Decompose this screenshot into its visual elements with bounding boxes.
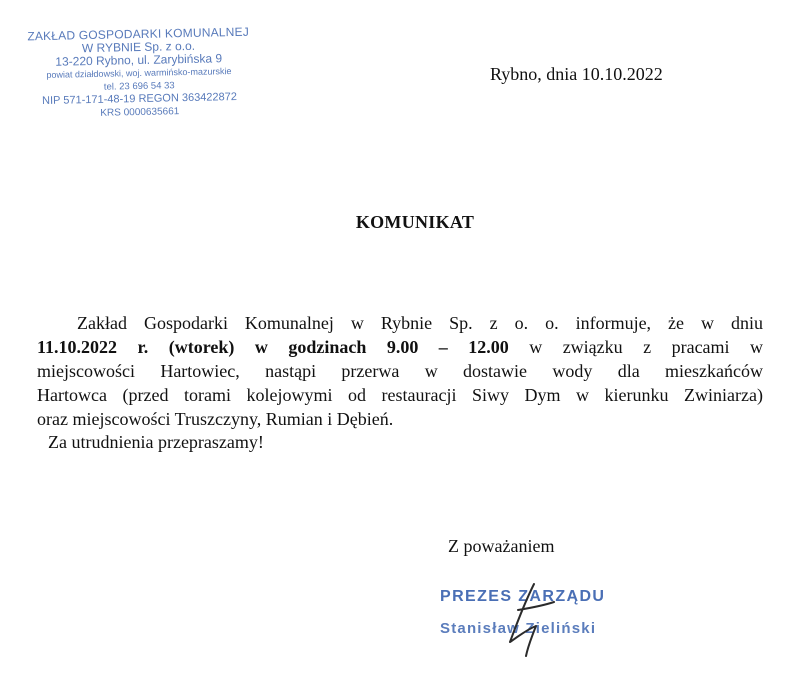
body-line-2-rest: w związku z pracami w xyxy=(508,337,764,357)
body-line-1: Zakład Gospodarki Komunalnej w Rybnie Sp. z o. o. informuje, że w dniu xyxy=(77,313,763,333)
stamp-krs: KRS 0000635661 xyxy=(100,106,180,119)
company-stamp xyxy=(7,25,271,121)
document-date: Rybno, dnia 10.10.2022 xyxy=(490,64,663,84)
announcement-body xyxy=(37,311,763,431)
handwritten-signature xyxy=(496,580,566,660)
outage-datetime: 11.10.2022 r. (wtorek) w godzinach 9.00 – 12.00 xyxy=(37,337,509,357)
stamp-person-name: Stanisław Zieliński xyxy=(440,620,597,637)
body-line-3: miejscowości Hartowiec, nastąpi przerwa w dostawie wody dla mieszkańców xyxy=(37,361,763,381)
document-title: KOMUNIKAT xyxy=(355,212,475,232)
stamp-company-name: ZAKŁAD GOSPODARKI KOMUNALNEJ xyxy=(27,24,250,44)
body-line-2 xyxy=(37,335,763,359)
stamp-tax-ids: NIP 571-171-48-19 REGON 363422872 xyxy=(41,90,238,108)
stamp-role: PREZES ZARZĄDU xyxy=(440,588,606,605)
stamp-address: 13-220 Rybno, ul. Zarybińska 9 xyxy=(55,51,223,69)
apology-text: Za utrudnienia przepraszamy! xyxy=(48,432,264,452)
stamp-company-form: W RYBNIE Sp. z o.o. xyxy=(81,38,196,56)
stamp-phone: tel. 23 696 54 33 xyxy=(103,80,175,93)
body-line-4: Hartowca (przed torami kolejowymi od restauracji Siwy Dym w kierunku Zwiniarza) xyxy=(37,385,763,405)
body-line-5: oraz miejscowości Truszczyny, Rumian i Dębień. xyxy=(37,409,394,429)
stamp-region: powiat działdowski, woj. warmińsko-mazurskie xyxy=(46,66,232,80)
closing-regards: Z poważaniem xyxy=(448,536,555,556)
